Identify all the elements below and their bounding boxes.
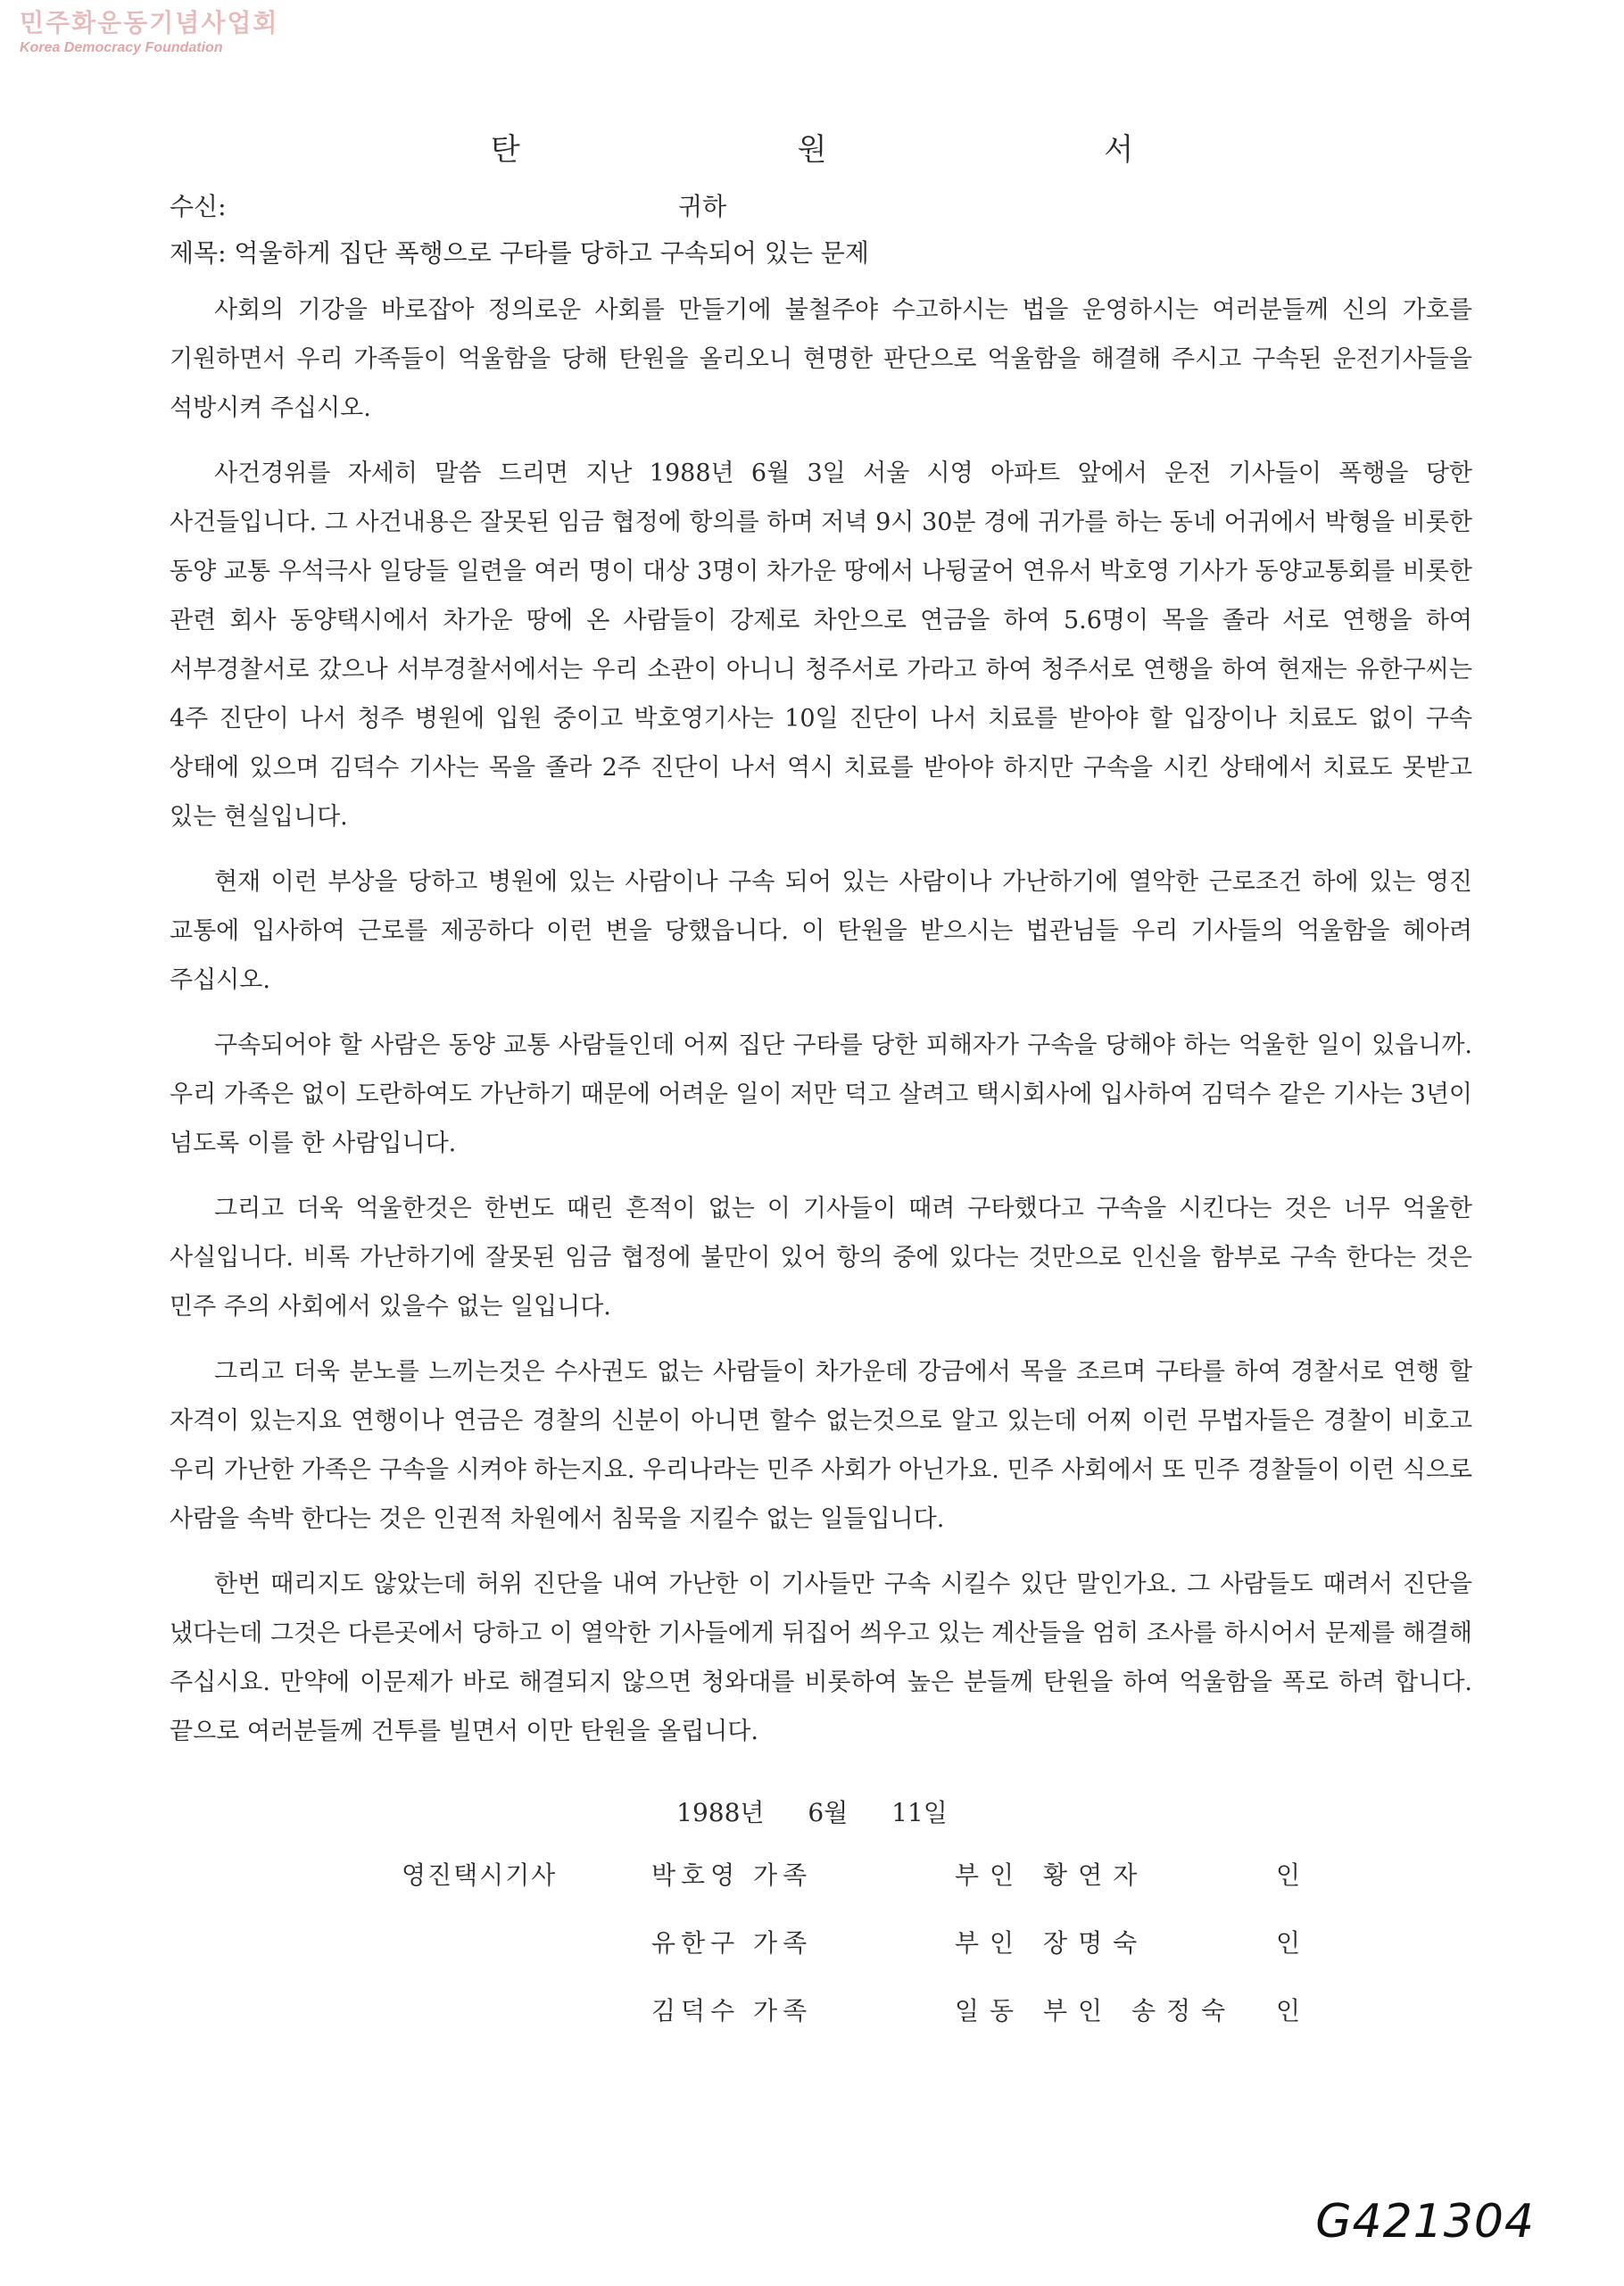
- signatories-block: [402, 1856, 1383, 2059]
- petition-body: [170, 286, 1472, 1772]
- paragraph-3: 현재 이런 부상을 당하고 병원에 있는 사람이나 구속 되어 있는 사람이나 가난하기에 열악한 근로조건 하에 있는 영진 교통에 입사하여 근로를 제공하다 이런 변을 당했읍니다. 이 탄원을 받으시는 법관님들 우리 기사들의 억울함을 헤아려 주십시오.: [170, 868, 1472, 994]
- paragraph-7: 한번 때리지도 않았는데 허위 진단을 내여 가난한 이 기사들만 구속 시킬수 있단 말인가요. 그 사람들도 때려서 진단을 냈다는데 그것은 다른곳에서 당하고 이 열악한 기사들에게 뒤집어 씌우고 있는 계산들을 엄히 조사를 하시어서 문제를 해결해 주십시요. 만약에 이문제가 바로 해결되지 않으면 청와대를 비롯하여 높은 분들께 탄원을 하여 억울함을 폭로 하려 합니다. 끝으로 여러분들께 건투를 빌면서 이만 탄원을 올립니다.: [170, 1570, 1472, 1745]
- foundation-watermark: [20, 8, 279, 55]
- petition-date: [0, 1793, 1624, 1829]
- signatory-role: 부인: [955, 1928, 1025, 1958]
- signatory-org: 영진택시기사: [402, 1860, 558, 1890]
- signatory-role: 일동 부인: [955, 1996, 1114, 2025]
- date-day: 11일: [891, 1798, 948, 1827]
- recipient-label: 수신:: [170, 192, 227, 221]
- signatory-name: [955, 1924, 1148, 1959]
- signatory-name: [955, 1856, 1148, 1892]
- seal-mark: 인: [1276, 1860, 1301, 1890]
- document-title: 탄 원 서: [490, 132, 1268, 168]
- seal-mark: 인: [1276, 1928, 1301, 1958]
- signatory-person: 장명숙: [1043, 1928, 1148, 1958]
- signatory-role: 부인: [955, 1860, 1025, 1890]
- recipient-value: 귀하: [678, 192, 727, 221]
- paragraph-1: 사회의 기강을 바로잡아 정의로운 사회를 만들기에 불철주야 수고하시는 법을 운영하시는 여러분들께 신의 가호를 기원하면서 우리 가족들이 억울함을 당해 탄원을 올리오니 현명한 판단으로 억울함을 해결해 주시고 구속된 운전기사들을 석방시켜 주십시오.: [170, 296, 1472, 422]
- paragraph-5: 그리고 더욱 억울한것은 한번도 때린 흔적이 없는 이 기사들이 때려 구타했다고 구속을 시킨다는 것은 너무 억울한 사실입니다. 비록 가난하기에 잘못된 임금 협정에 불만이 있어 항의 중에 있다는 것만으로 인신을 함부로 구속 한다는 것은 민주 주의 사회에서 있을수 없는 일입니다.: [170, 1195, 1472, 1321]
- seal-mark: 인: [1276, 1996, 1301, 2025]
- watermark-english: Korea Democracy Foundation: [20, 40, 223, 55]
- paragraph-6: 그리고 더욱 분노를 느끼는것은 수사권도 없는 사람들이 차가운데 강금에서 목을 조르며 구타를 하여 경찰서로 연행 할 자격이 있는지요 연행이나 연금은 경찰의 신분이 아니면 할수 없는것으로 알고 있는데 어찌 이런 무법자들은 경찰이 비호고 우리 가난한 가족은 구속을 시켜야 하는지요. 우리나라는 민주 사회가 아닌가요. 민주 사회에서 또 민주 경찰들이 이런 식으로 사람을 속박 한다는 것은 인권적 차원에서 침묵을 지킬수 없는 일들입니다.: [170, 1358, 1472, 1533]
- signatory-person: 송정숙: [1131, 1996, 1237, 2025]
- signatory-person: 황연자: [1043, 1860, 1148, 1890]
- paragraph-4: 구속되어야 할 사람은 동양 교통 사람들인데 어찌 집단 구타를 당한 피해자가 구속을 당해야 하는 억울한 일이 있읍니까. 우리 가족은 없이 도란하여도 가난하기 때문에 어려운 일이 저만 덕고 살려고 택시회사에 입사하여 김덕수 같은 기사는 3년이 넘도록 이를 한 사람입니다.: [170, 1031, 1472, 1157]
- paragraph-2: 사건경위를 자세히 말씀 드리면 지난 1988년 6월 3일 서울 시영 아파트 앞에서 운전 기사들이 폭행을 당한 사건들입니다. 그 사건내용은 잘못된 임금 협정에 항의를 하며 저녁 9시 30분 경에 귀가를 하는 동네 어귀에서 박형을 비롯한 동양 교통 우석극사 일당들 일련을 여러 명이 대상 3명이 차가운 땅에서 나뒹굴어 연유서 박호영 기사가 동양교통회를 비롯한 관련 회사 동양택시에서 차가운 땅에 온 사람들이 강제로 차안으로 연금을 하여 5.6명이 목을 졸라 서로 연행을 하여 서부경찰서로 갔으나 서부경찰서에서는 우리 소관이 아니니 청주서로 가라고 하여 청주서로 연행을 하여 현재는 유한구씨는 4주 진단이 나서 청주 병원에 입원 중이고 박호영기사는 10일 진단이 나서 치료를 받아야 할 입장이나 치료도 없이 구속 상태에 있으며 김덕수 기사는 목을 졸라 2주 진단이 나서 역시 치료를 받아야 하지만 구속을 시킨 상태에서 치료도 못받고 있는 현실입니다.: [170, 460, 1472, 831]
- date-month: 6월: [808, 1798, 849, 1827]
- handwritten-document-number: G421304: [1315, 2195, 1535, 2249]
- signatory-family: 김덕수 가족: [651, 1996, 813, 2025]
- signatory-family: 박호영 가족: [651, 1860, 813, 1890]
- signatory-name: [955, 1992, 1236, 2027]
- signatory-row: [402, 1924, 1383, 1992]
- signatory-row: [402, 1856, 1383, 1924]
- watermark-korean: 민주화운동기념사업회: [20, 8, 279, 37]
- subject-line: 제목: 억울하게 집단 폭행으로 구타를 당하고 구속되어 있는 문제: [170, 238, 869, 268]
- date-year: 1988년: [676, 1798, 765, 1827]
- signatory-row: [402, 1992, 1383, 2059]
- signatory-family: 유한구 가족: [651, 1928, 813, 1958]
